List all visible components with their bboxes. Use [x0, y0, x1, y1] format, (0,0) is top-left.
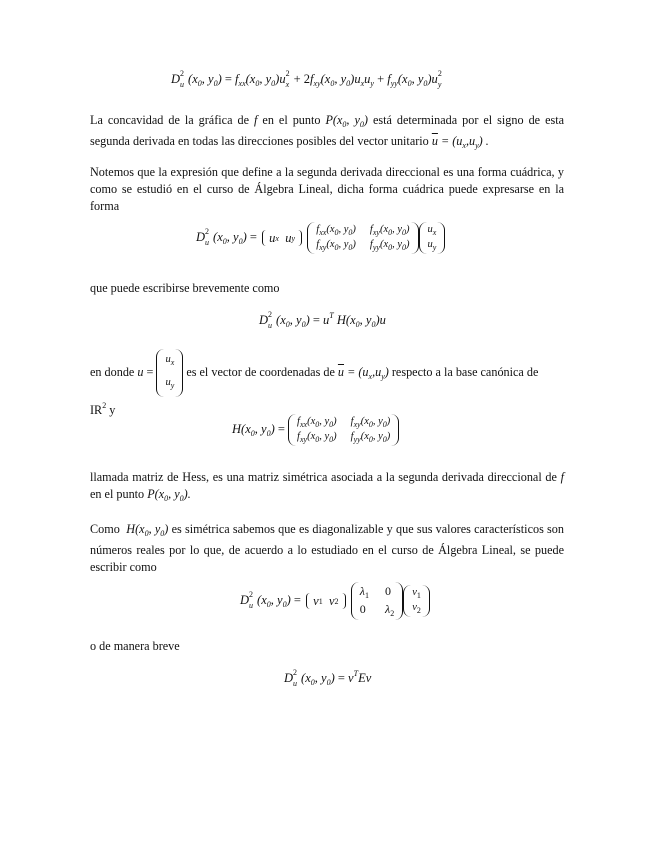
- symbol-f: f: [560, 470, 565, 484]
- text: Como: [90, 522, 120, 536]
- eigenvalue-matrix: $\lambda_1$ 0 0 $\lambda_2$: [351, 582, 403, 620]
- text: en donde: [90, 364, 135, 379]
- symbol-H: $H(x_0$, $y_0$): [126, 522, 169, 538]
- equation-quadratic-form: D 2 u ($x_0$, $y_0$) = u x u y $f_{xx}(x_0$, $y_0$) $f_{xy}(x_0$, $y_0$) $f_{xy}(x_0$, $y_0$) $f_{yy}(x_0$, $y_0$) $u_x$ $u_y$: [196, 222, 445, 254]
- text: está determinada por el signo de esta segunda derivada en todas las direcciones posibles del vector unitario: [90, 113, 565, 148]
- paragraph-hess: [90, 469, 564, 507]
- column-vector: $u_x$ $u_y$: [419, 222, 446, 254]
- text: es el vector de coordenadas de: [186, 364, 335, 379]
- paragraph-concavity: [90, 112, 564, 154]
- symbol-f: f: [254, 113, 258, 127]
- equation-short-form: D 2 u ($x_0$, $y_0) = u^T$ $H(x_0$, $y_0)u$: [259, 310, 386, 331]
- text: es simétrica sabemos que es diagonalizable y que sus valores característicos son números reales por lo que, de acuerdo a lo estudiado en el curso de Álgebra Lineal, se puede escribir como: [90, 522, 564, 574]
- paragraph-brief: que puede escribirse brevemente como: [90, 281, 280, 295]
- symbol-point: $P(x_0$, $y_0$): [325, 113, 368, 129]
- equation-diagonal-form: D 2 u ($x_0$, $y_0$) = v 1 v 2 $\lambda_1$ 0 0 $\lambda_2$ $v_1$ $v_2$: [240, 582, 430, 620]
- equation-brief-form: D 2 u ($x_0$, $y_0) = v^TEv$: [284, 668, 372, 689]
- text: en el punto: [90, 487, 145, 501]
- text: La concavidad de la gráfica de: [90, 113, 249, 127]
- text: y: [109, 403, 116, 417]
- symbol-point-end: $P(x_0$, $y_0$).: [147, 487, 191, 503]
- symbol-unit-vector-2: $\overline{u} = (u_x,u_y)$: [337, 364, 389, 381]
- paragraph-brief-2: o de manera breve: [90, 639, 180, 653]
- symbol-unit-vector: $\overline{u} = (u_x,u_y)$ .: [431, 134, 489, 150]
- text: respecto a la base canónica de: [391, 364, 539, 379]
- equation-second-derivative: [171, 69, 446, 90]
- column-vector-v: $v_1$ $v_2$: [403, 585, 430, 617]
- paragraph-vector-def: [90, 349, 564, 419]
- equation-hessian: $H(x_0$, $y_0$) = $f_{xx}(x_0$, $y_0$) $f_{xy}(x_0$, $y_0$) $f_{xy}(x_0$, $y_0$) $f_{yy}(x_0$, $y_0$): [232, 414, 399, 446]
- hessian-matrix: $f_{xx}(x_0$, $y_0$) $f_{xy}(x_0$, $y_0$) $f_{xy}(x_0$, $y_0$) $f_{yy}(x_0$, $y_0$): [307, 222, 418, 254]
- text: llamada matriz de Hess, es una matriz simétrica asociada a la segunda derivada direccional de: [90, 470, 557, 484]
- math-term: D 2 u ($x_0$, $y_0) = f_{xx}(x_0$, $y_0)u$ 2 x + $2f_{xy}(x_0$, $y_0)u_xu_y + f_{yy}(x_0$, $y_0)u$ 2 y: [171, 69, 442, 90]
- paragraph-quadratic: Notemos que la expresión que define a la segunda derivada direccional es una forma cuádrica, y como se estudió en el curso de Álgebra Lineal, dicha forma cuádrica puede expresarse en la forma: [90, 165, 564, 213]
- symbol-r2: $IR^2$: [90, 401, 107, 417]
- column-vector-u: $u_x$ $u_y$: [156, 349, 183, 397]
- symbol-u-def: u =: [137, 364, 154, 379]
- text: en el punto: [262, 113, 321, 127]
- paragraph-diagonalizable: [90, 521, 564, 576]
- hessian-matrix-2: $f_{xx}(x_0$, $y_0$) $f_{xy}(x_0$, $y_0$) $f_{xy}(x_0$, $y_0$) $f_{yy}(x_0$, $y_0$): [288, 414, 399, 446]
